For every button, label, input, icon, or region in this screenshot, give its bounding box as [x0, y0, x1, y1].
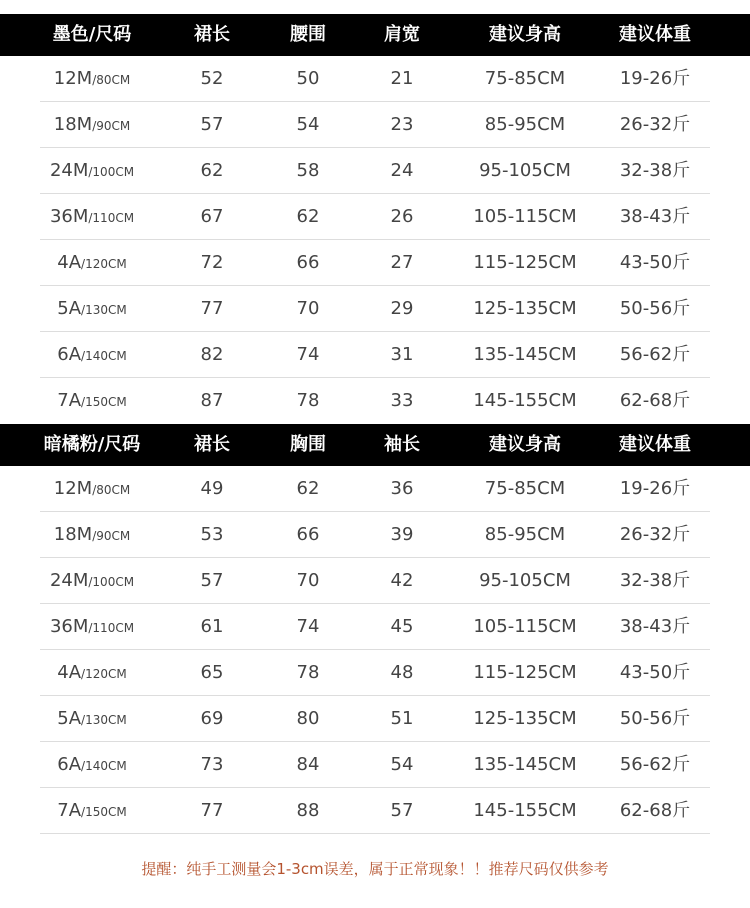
measure-cell-1: 49 [200, 478, 224, 499]
measure-cell-2: 88 [296, 800, 320, 821]
column-header: 胸围 [290, 434, 326, 455]
recommended-weight-cell: 32-38斤 [619, 570, 691, 591]
recommended-height-cell: 105-115CM [473, 206, 577, 227]
measure-cell-3: 39 [390, 524, 414, 545]
table-row [40, 240, 710, 286]
table-header-row [0, 14, 750, 56]
measure-cell-1: 77 [200, 800, 224, 821]
table-row [40, 102, 710, 148]
size-height-label: /80CM [92, 73, 131, 87]
measure-cell-3: 31 [390, 344, 414, 365]
size-code: 4A [57, 252, 82, 273]
measure-cell-2: 54 [296, 114, 320, 135]
measure-cell-3: 42 [390, 570, 414, 591]
size-cell [57, 788, 126, 834]
measure-cell-3: 36 [390, 478, 414, 499]
table-row [40, 604, 710, 650]
table-row [40, 148, 710, 194]
recommended-height-cell: 75-85CM [484, 478, 566, 499]
measure-cell-2: 84 [296, 754, 320, 775]
measure-cell-2: 66 [296, 252, 320, 273]
size-height-label: /150CM [81, 805, 127, 819]
recommended-weight-cell: 62-68斤 [619, 800, 691, 821]
recommended-height-cell: 75-85CM [484, 68, 566, 89]
size-cell [57, 332, 126, 378]
column-header: 建议体重 [619, 434, 691, 455]
measure-cell-3: 51 [390, 708, 414, 729]
size-height-label: /140CM [81, 759, 127, 773]
size-cell [50, 558, 134, 604]
size-code: 24M [49, 570, 89, 591]
table-row [40, 286, 710, 332]
size-code: 5A [57, 708, 82, 729]
table-row [40, 558, 710, 604]
size-code: 24M [49, 160, 89, 181]
recommended-weight-cell: 43-50斤 [619, 252, 691, 273]
size-height-label: /150CM [81, 395, 127, 409]
table-row [40, 194, 710, 240]
size-height-label: /130CM [81, 303, 127, 317]
measure-cell-1: 77 [200, 298, 224, 319]
measure-cell-1: 87 [200, 390, 224, 411]
measure-cell-1: 52 [200, 68, 224, 89]
measure-cell-1: 53 [200, 524, 224, 545]
size-code: 5A [57, 298, 82, 319]
size-code: 7A [57, 390, 82, 411]
measure-cell-1: 57 [200, 114, 224, 135]
size-code: 18M [53, 114, 93, 135]
recommended-weight-cell: 56-62斤 [619, 754, 691, 775]
measure-cell-2: 62 [296, 478, 320, 499]
measure-cell-1: 82 [200, 344, 224, 365]
size-cell [50, 194, 134, 240]
recommended-weight-cell: 32-38斤 [619, 160, 691, 181]
measure-cell-2: 66 [296, 524, 320, 545]
measure-cell-2: 78 [296, 662, 320, 683]
column-header: 墨色/尺码 [52, 24, 132, 45]
size-cell [57, 696, 126, 742]
size-cell [50, 148, 134, 194]
recommended-height-cell: 125-135CM [473, 708, 577, 729]
recommended-weight-cell: 50-56斤 [619, 298, 691, 319]
size-table-ink [0, 14, 750, 424]
size-table-orange-pink [0, 424, 750, 834]
measure-cell-3: 33 [390, 390, 414, 411]
size-cell [57, 742, 126, 788]
measure-cell-1: 62 [200, 160, 224, 181]
size-cell [57, 286, 126, 332]
recommended-height-cell: 125-135CM [473, 298, 577, 319]
measure-cell-1: 61 [200, 616, 224, 637]
recommended-height-cell: 105-115CM [473, 616, 577, 637]
measure-cell-3: 48 [390, 662, 414, 683]
column-header: 肩宽 [384, 24, 420, 45]
recommended-weight-cell: 19-26斤 [619, 478, 691, 499]
size-cell [54, 512, 130, 558]
recommended-weight-cell: 56-62斤 [619, 344, 691, 365]
size-code: 18M [53, 524, 93, 545]
recommended-height-cell: 115-125CM [473, 252, 577, 273]
measure-cell-1: 69 [200, 708, 224, 729]
size-code: 12M [53, 68, 93, 89]
column-header: 建议身高 [489, 24, 561, 45]
measure-cell-1: 72 [200, 252, 224, 273]
recommended-height-cell: 145-155CM [473, 390, 577, 411]
size-height-label: /120CM [81, 257, 127, 271]
recommended-weight-cell: 19-26斤 [619, 68, 691, 89]
column-header: 裙长 [194, 434, 230, 455]
measure-cell-2: 62 [296, 206, 320, 227]
size-code: 12M [53, 478, 93, 499]
measure-cell-2: 58 [296, 160, 320, 181]
size-cell [54, 466, 130, 512]
measure-cell-2: 70 [296, 570, 320, 591]
measure-cell-1: 73 [200, 754, 224, 775]
recommended-weight-cell: 62-68斤 [619, 390, 691, 411]
column-header: 建议身高 [489, 434, 561, 455]
recommended-height-cell: 95-105CM [479, 160, 571, 181]
size-code: 7A [57, 800, 82, 821]
column-header: 暗橘粉/尺码 [43, 434, 141, 455]
measure-cell-3: 57 [390, 800, 414, 821]
size-height-label: /110CM [88, 211, 135, 225]
size-height-label: /80CM [92, 483, 131, 497]
measure-cell-2: 74 [296, 344, 320, 365]
size-cell [57, 650, 126, 696]
size-height-label: /110CM [88, 621, 135, 635]
recommended-height-cell: 135-145CM [473, 754, 577, 775]
measurement-note: 提醒：纯手工测量会1-3cm误差，属于正常现象！！推荐尺码仅供参考 [141, 860, 609, 878]
recommended-weight-cell: 43-50斤 [619, 662, 691, 683]
measure-cell-3: 24 [390, 160, 414, 181]
size-cell [54, 56, 130, 102]
measure-cell-3: 26 [390, 206, 414, 227]
column-header: 袖长 [384, 434, 420, 455]
measure-cell-1: 67 [200, 206, 224, 227]
measure-cell-2: 70 [296, 298, 320, 319]
measure-cell-3: 29 [390, 298, 414, 319]
measure-cell-3: 23 [390, 114, 414, 135]
size-code: 36M [49, 206, 89, 227]
table-row [40, 466, 710, 512]
measure-cell-2: 50 [296, 68, 320, 89]
column-header: 腰围 [290, 24, 326, 45]
table-row [40, 696, 710, 742]
measure-cell-3: 27 [390, 252, 414, 273]
column-header: 裙长 [194, 24, 230, 45]
recommended-weight-cell: 38-43斤 [619, 206, 691, 227]
recommended-weight-cell: 38-43斤 [619, 616, 691, 637]
size-cell [57, 240, 126, 286]
size-height-label: /140CM [81, 349, 127, 363]
recommended-weight-cell: 26-32斤 [619, 524, 691, 545]
table-row [40, 332, 710, 378]
table-row [40, 788, 710, 834]
size-height-label: /130CM [81, 713, 127, 727]
table-row [40, 650, 710, 696]
size-height-label: /100CM [88, 165, 135, 179]
size-cell [57, 378, 126, 424]
recommended-height-cell: 95-105CM [479, 570, 571, 591]
size-height-label: /100CM [88, 575, 135, 589]
recommended-height-cell: 135-145CM [473, 344, 577, 365]
recommended-height-cell: 115-125CM [473, 662, 577, 683]
table-row [40, 56, 710, 102]
recommended-weight-cell: 50-56斤 [619, 708, 691, 729]
recommended-height-cell: 85-95CM [484, 524, 566, 545]
measure-cell-3: 54 [390, 754, 414, 775]
measure-cell-3: 45 [390, 616, 414, 637]
row-divider [40, 833, 710, 834]
table-header-row [0, 424, 750, 466]
size-code: 6A [57, 344, 82, 365]
size-code: 36M [49, 616, 89, 637]
measure-cell-2: 78 [296, 390, 320, 411]
measure-cell-3: 21 [390, 68, 414, 89]
size-cell [54, 102, 130, 148]
size-code: 4A [57, 662, 82, 683]
column-header: 建议体重 [619, 24, 691, 45]
table-row [40, 512, 710, 558]
measure-cell-1: 57 [200, 570, 224, 591]
size-height-label: /90CM [92, 119, 131, 133]
table-row [40, 378, 710, 424]
size-height-label: /120CM [81, 667, 127, 681]
measure-cell-2: 80 [296, 708, 320, 729]
measure-cell-1: 65 [200, 662, 224, 683]
recommended-weight-cell: 26-32斤 [619, 114, 691, 135]
measure-cell-2: 74 [296, 616, 320, 637]
size-height-label: /90CM [92, 529, 131, 543]
recommended-height-cell: 145-155CM [473, 800, 577, 821]
table-row [40, 742, 710, 788]
recommended-height-cell: 85-95CM [484, 114, 566, 135]
size-cell [50, 604, 134, 650]
size-code: 6A [57, 754, 82, 775]
